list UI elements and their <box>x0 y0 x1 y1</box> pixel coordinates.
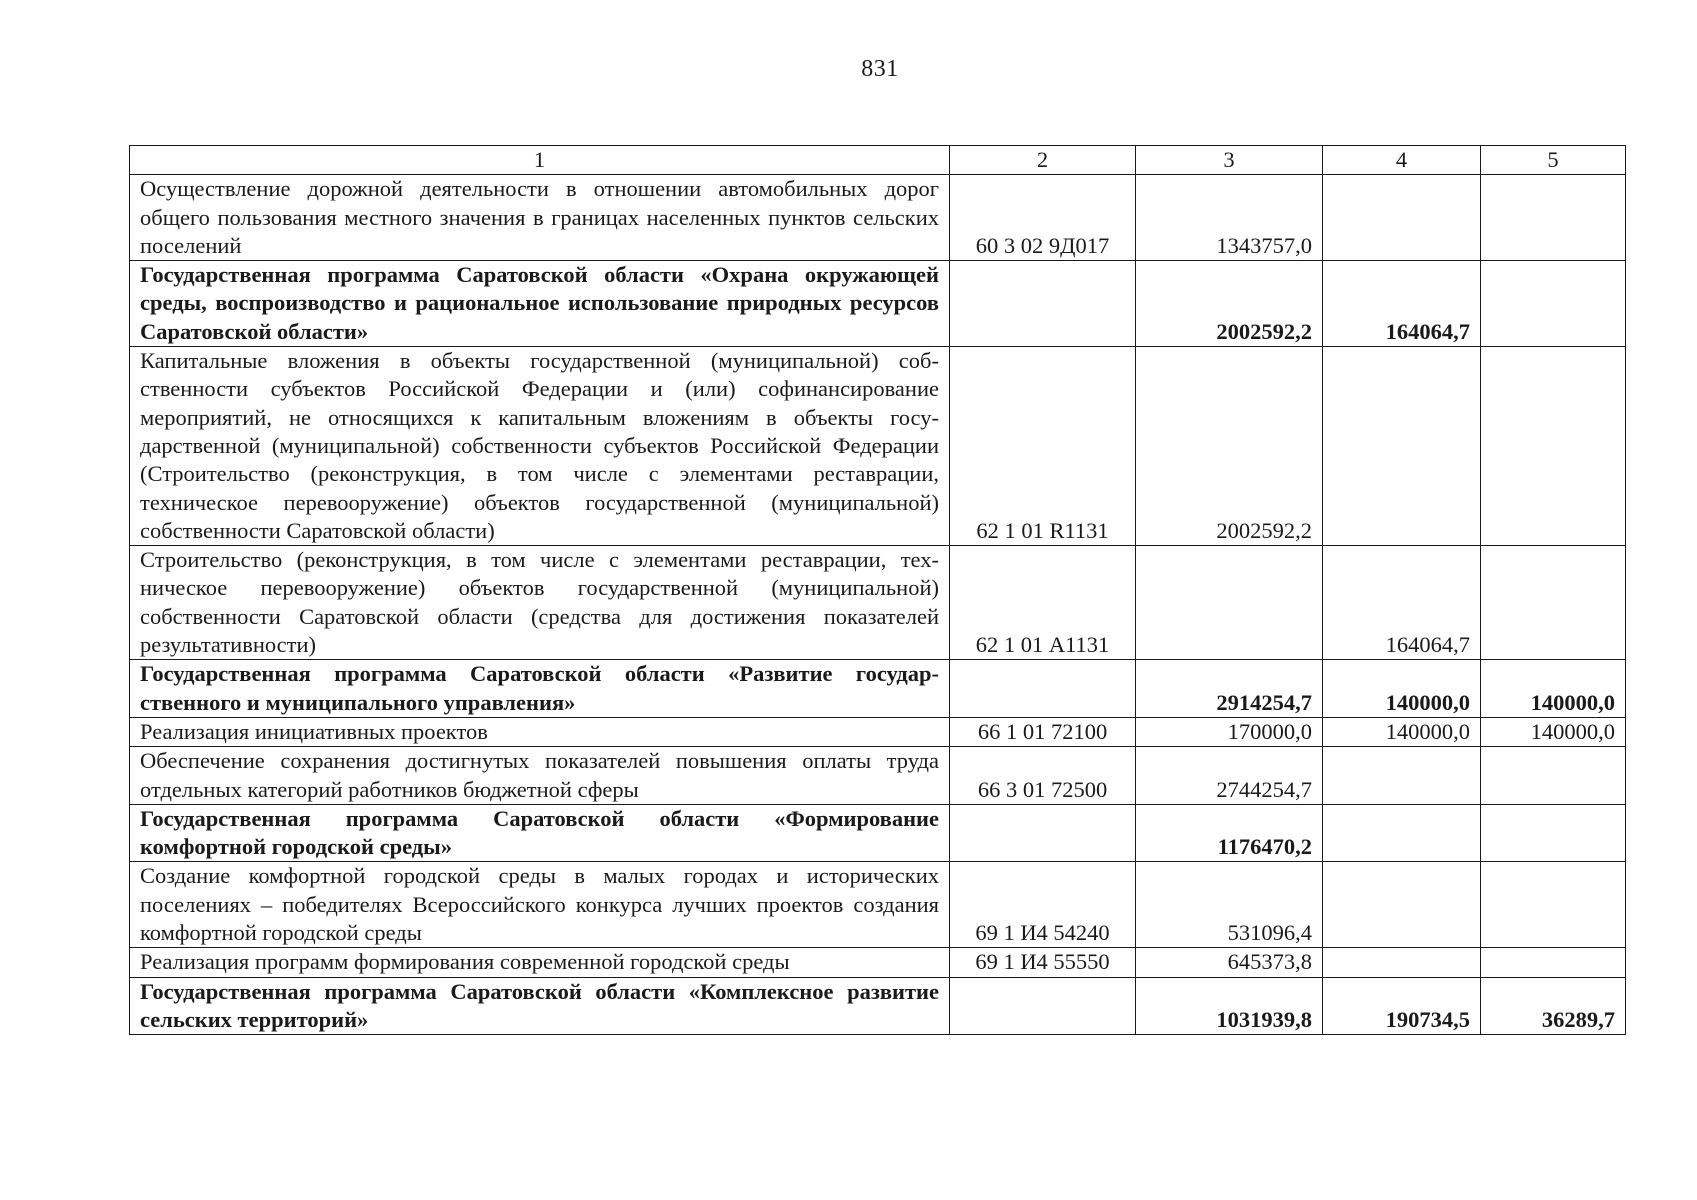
row-col4 <box>1323 347 1481 546</box>
row-col5 <box>1481 546 1626 660</box>
row-description: Осуществление дорожной деятельности в отношении автомобильных дорог общего пользования местного значения в границах населенных пунктов сельских поселений <box>130 175 950 261</box>
header-col-4: 4 <box>1323 146 1481 175</box>
row-col4 <box>1323 862 1481 948</box>
row-col3: 645373,8 <box>1136 948 1323 977</box>
budget-table <box>129 145 1626 1035</box>
row-col3: 1031939,8 <box>1136 977 1323 1035</box>
row-code <box>950 261 1136 347</box>
row-code: 66 1 01 72100 <box>950 717 1136 746</box>
row-code: 62 1 01 А1131 <box>950 546 1136 660</box>
row-col4: 140000,0 <box>1323 717 1481 746</box>
header-col-5: 5 <box>1481 146 1626 175</box>
row-col5 <box>1481 261 1626 347</box>
row-col5: 36289,7 <box>1481 977 1626 1035</box>
row-col5 <box>1481 747 1626 805</box>
row-col5 <box>1481 804 1626 862</box>
row-code: 69 1 И4 54240 <box>950 862 1136 948</box>
row-description: Реализация инициативных проектов <box>130 717 950 746</box>
row-code <box>950 977 1136 1035</box>
row-col3: 1176470,2 <box>1136 804 1323 862</box>
table-row <box>130 862 1626 948</box>
table-row-program <box>130 804 1626 862</box>
row-description: Создание комфортной городской среды в малых городах и исторических поселениях – победителях Всероссийского конкурса лучших проектов создания комфортной городской среды <box>130 862 950 948</box>
row-col5 <box>1481 948 1626 977</box>
table-row-program <box>130 660 1626 718</box>
row-col4: 190734,5 <box>1323 977 1481 1035</box>
row-code: 66 3 01 72500 <box>950 747 1136 805</box>
row-col3: 2002592,2 <box>1136 347 1323 546</box>
table-row <box>130 717 1626 746</box>
row-col5 <box>1481 175 1626 261</box>
table-row <box>130 347 1626 546</box>
row-code <box>950 660 1136 718</box>
row-col4 <box>1323 747 1481 805</box>
row-code: 62 1 01 R1131 <box>950 347 1136 546</box>
row-col4: 140000,0 <box>1323 660 1481 718</box>
header-col-2: 2 <box>950 146 1136 175</box>
row-col3: 2744254,7 <box>1136 747 1323 805</box>
row-description: Обеспечение сохранения достигнутых показателей повышения оплаты труда отдельных категорий работников бюджетной сферы <box>130 747 950 805</box>
row-col4: 164064,7 <box>1323 261 1481 347</box>
row-code: 69 1 И4 55550 <box>950 948 1136 977</box>
table-row <box>130 546 1626 660</box>
row-code <box>950 804 1136 862</box>
row-description: Капитальные вложения в объекты государственной (муниципальной) собственности субъектов Российской Федерации и (или) софинансирование мероприятий, не относящихся к капитальным вложениям в объекты государственной (муниципальной) собственности субъектов Российской Федерации (Строительство (реконструкция, в том числе с элементами реставрации, техническое перевооружение) объектов государственной (муниципальной) собственности Саратовской области) <box>130 347 950 546</box>
row-description: Строительство (реконструкция, в том числе с элементами реставрации, техническое перевооружение) объектов государственной (муниципальной) собственности Саратовской области (средства для достижения показателей результативности) <box>130 546 950 660</box>
table-row <box>130 948 1626 977</box>
row-col5: 140000,0 <box>1481 660 1626 718</box>
header-col-3: 3 <box>1136 146 1323 175</box>
row-col4: 164064,7 <box>1323 546 1481 660</box>
row-col3 <box>1136 546 1323 660</box>
header-col-1: 1 <box>130 146 950 175</box>
table-header-row <box>130 146 1626 175</box>
table-row-program <box>130 977 1626 1035</box>
row-col3: 170000,0 <box>1136 717 1323 746</box>
row-col4 <box>1323 948 1481 977</box>
row-col3: 531096,4 <box>1136 862 1323 948</box>
row-col4 <box>1323 175 1481 261</box>
row-col3: 2002592,2 <box>1136 261 1323 347</box>
table-row <box>130 747 1626 805</box>
table-row <box>130 175 1626 261</box>
row-code: 60 3 02 9Д017 <box>950 175 1136 261</box>
table-body <box>130 175 1626 1035</box>
row-col5 <box>1481 862 1626 948</box>
row-col5 <box>1481 347 1626 546</box>
row-col5: 140000,0 <box>1481 717 1626 746</box>
row-description: Государственная программа Саратовской области «Охрана окружающей среды, воспроизводство и рациональное использование природных ресурсов Саратовской области» <box>130 261 950 347</box>
row-description: Реализация программ формирования современной городской среды <box>130 948 950 977</box>
row-col3: 2914254,7 <box>1136 660 1323 718</box>
row-description: Государственная программа Саратовской области «Комплексное развитие сельских территорий» <box>130 977 950 1035</box>
row-description: Государственная программа Саратовской области «Формирование комфортной городской среды» <box>130 804 950 862</box>
page-number: 831 <box>861 56 899 82</box>
row-col3: 1343757,0 <box>1136 175 1323 261</box>
row-col4 <box>1323 804 1481 862</box>
table-row-program <box>130 261 1626 347</box>
row-description: Государственная программа Саратовской области «Развитие государственного и муниципального управления» <box>130 660 950 718</box>
